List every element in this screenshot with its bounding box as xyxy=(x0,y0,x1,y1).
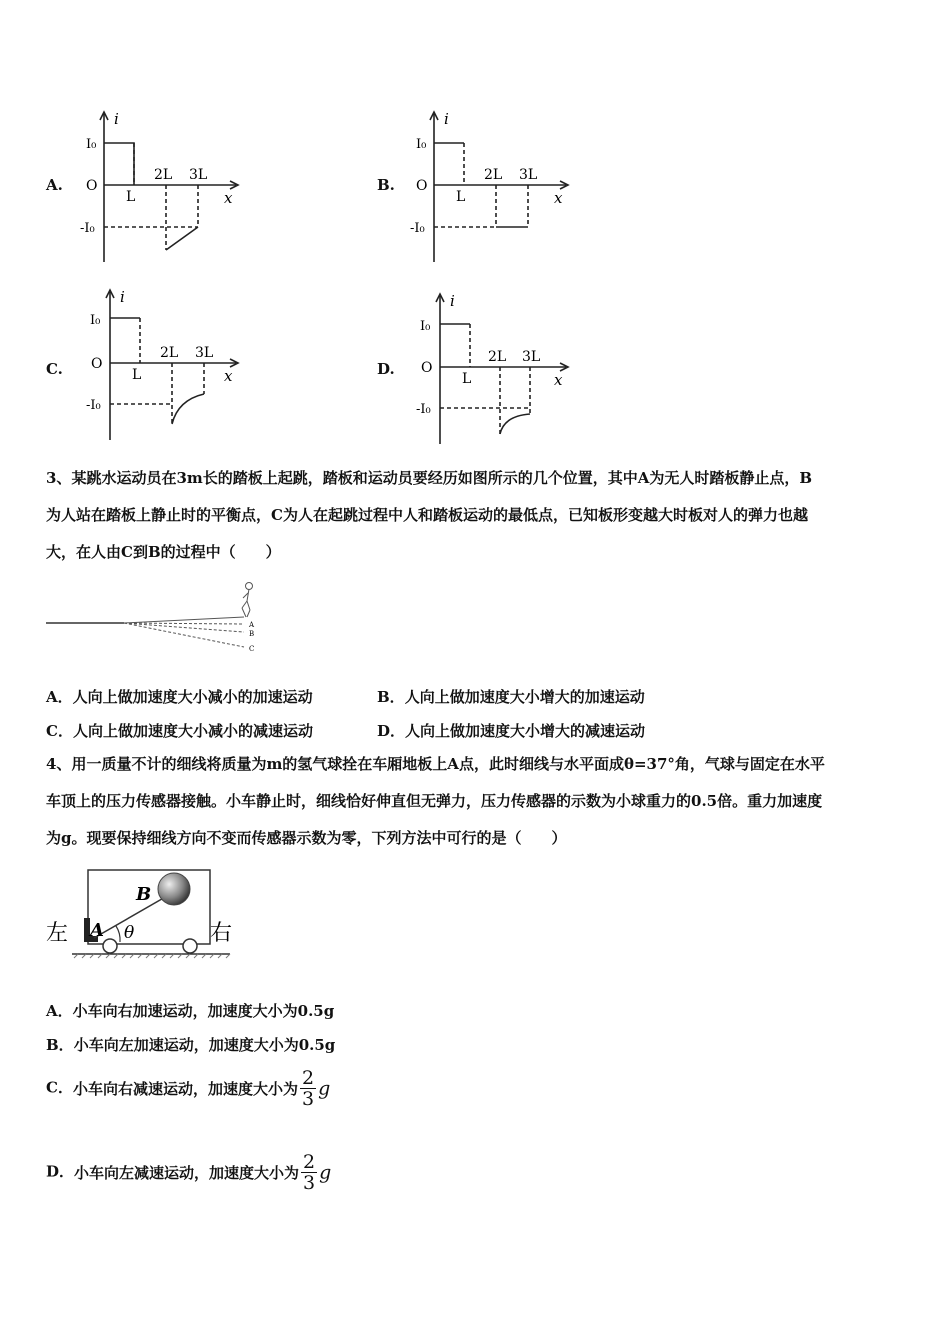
q3-option-b[interactable]: B．人向上做加速度大小增大的加速运动 xyxy=(377,688,645,706)
axis-i: i xyxy=(444,110,449,128)
axis-x: x xyxy=(224,367,233,385)
q4-option-a[interactable]: A．小车向右加速运动，加速度大小为0.5g xyxy=(46,1002,335,1020)
tick-l: L xyxy=(456,189,466,205)
q3-line-1: 某跳水运动员在3m长的踏板上起跳，踏板和运动员要经历如图所示的几个位置，其中A为无人时踏板静止点，B xyxy=(71,469,813,487)
right-label: 右 xyxy=(210,921,233,946)
axis-i: i xyxy=(114,110,119,128)
origin-label: O xyxy=(91,356,103,372)
position-a-label: A xyxy=(249,621,255,629)
q4-option-c[interactable]: C．小车向右减速运动，加速度大小为 $\frac{2}{3}$ g xyxy=(46,1067,331,1110)
option-d-label[interactable]: D. xyxy=(377,360,395,378)
q4-number: 4、 xyxy=(46,755,72,773)
point-b-label: B xyxy=(136,884,152,905)
q3-line-3: 大，在人由C到B的过程中（ ） xyxy=(46,543,281,561)
i0-label: I₀ xyxy=(90,313,101,328)
graph-option-a xyxy=(74,106,254,271)
q4-option-d[interactable]: D．小车向左减速运动，加速度大小为 $\frac{2}{3}$ g xyxy=(46,1151,332,1194)
option-c-label[interactable]: C. xyxy=(46,360,63,378)
axis-i: i xyxy=(450,292,455,310)
origin-label: O xyxy=(416,178,428,194)
tick-2l: 2L xyxy=(484,167,503,183)
q4-line-2: 车顶上的压力传感器接触。小车静止时，细线恰好伸直但无弹力，压力传感器的示数为小球重力的0.5倍。重力加速度 xyxy=(46,792,823,810)
option-b-label[interactable]: B. xyxy=(377,176,395,194)
q3-option-d[interactable]: D．人向上做加速度大小增大的减速运动 xyxy=(377,722,646,740)
point-a-label: A xyxy=(90,920,104,941)
q4-line-1: 用一质量不计的细线将质量为m的氢气球拴在车厢地板上A点，此时细线与水平面成θ=37°角，气球与固定在水平 xyxy=(71,755,825,773)
origin-label: O xyxy=(86,178,98,194)
axis-x: x xyxy=(224,189,233,207)
axis-x: x xyxy=(554,371,563,389)
q3-option-c[interactable]: C．人向上做加速度大小减小的减速运动 xyxy=(46,722,313,740)
tick-3l: 3L xyxy=(519,167,538,183)
tick-3l: 3L xyxy=(522,349,541,365)
q3-line-2: 为人站在踏板上静止时的平衡点，C为人在起跳过程中人和踏板运动的最低点，已知板形变越大时板对人的弹力也越 xyxy=(46,506,808,524)
q4-line-3: 为g。现要保持细线方向不变而传感器示数为零，下列方法中可行的是（ ） xyxy=(46,829,567,847)
tick-l: L xyxy=(126,189,136,205)
tick-2l: 2L xyxy=(154,167,173,183)
tick-2l: 2L xyxy=(160,345,179,361)
i0-label: I₀ xyxy=(416,137,427,152)
q3-number: 3、 xyxy=(46,469,72,487)
i0-label: I₀ xyxy=(420,319,431,334)
left-label: 左 xyxy=(46,921,69,946)
axis-x: x xyxy=(554,189,563,207)
q3-option-a[interactable]: A．人向上做加速度大小减小的加速运动 xyxy=(46,688,313,706)
position-c-label: C xyxy=(249,645,255,653)
tick-l: L xyxy=(462,371,472,387)
position-b-label: B xyxy=(249,630,255,638)
question-4-text xyxy=(46,746,908,857)
neg-i0-label: -I₀ xyxy=(416,402,431,417)
cart-balloon-figure xyxy=(44,862,244,964)
neg-i0-label: -I₀ xyxy=(410,221,425,236)
tick-l: L xyxy=(132,367,142,383)
tick-2l: 2L xyxy=(488,349,507,365)
i0-label: I₀ xyxy=(86,137,97,152)
graph-option-b xyxy=(404,106,584,271)
question-3-text xyxy=(46,460,908,571)
axis-i: i xyxy=(120,288,125,306)
tick-3l: 3L xyxy=(195,345,214,361)
origin-label: O xyxy=(421,360,433,376)
graph-option-d xyxy=(404,288,584,453)
neg-i0-label: -I₀ xyxy=(86,398,101,413)
springboard-figure xyxy=(44,574,274,656)
fraction: $\frac{2}{3}$ xyxy=(301,1067,315,1110)
fraction: $\frac{2}{3}$ xyxy=(303,1151,316,1194)
tick-3l: 3L xyxy=(189,167,208,183)
neg-i0-label: -I₀ xyxy=(80,221,95,236)
q4-option-b[interactable]: B．小车向左加速运动，加速度大小为0.5g xyxy=(46,1036,336,1054)
theta-label: θ xyxy=(124,923,135,943)
graph-option-c xyxy=(74,284,254,449)
option-a-label[interactable]: A. xyxy=(46,176,63,194)
